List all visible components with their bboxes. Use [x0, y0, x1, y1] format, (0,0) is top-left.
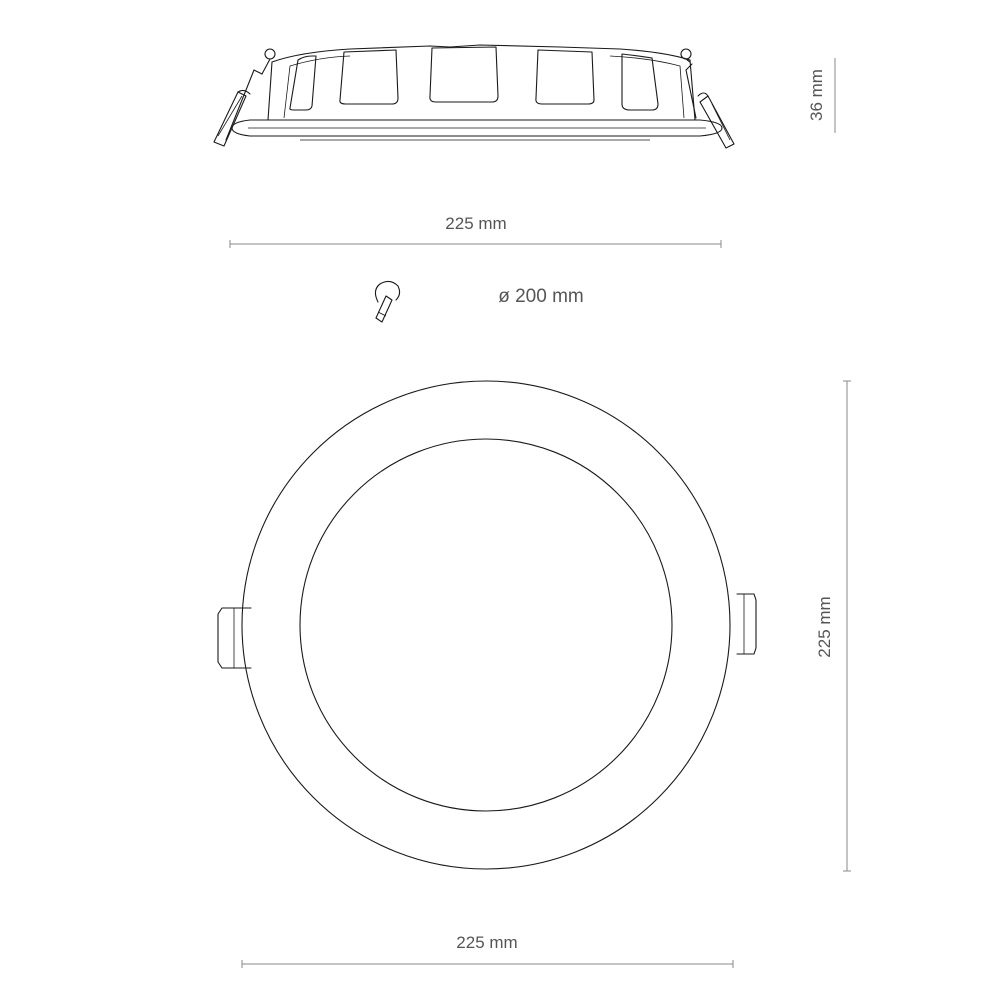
right-spring-clip: [681, 49, 734, 148]
side-width-label: 225 mm: [445, 214, 507, 233]
housing-cutout-3: [430, 47, 498, 102]
top-height-label: 225 mm: [815, 596, 834, 658]
top-width-label: 225 mm: [456, 933, 518, 952]
right-clip-tab: [737, 594, 756, 654]
housing-cutout-2: [340, 50, 398, 104]
housing-cutout-5: [622, 54, 658, 110]
housing-cutout-4: [536, 50, 594, 104]
left-clip-tab: [218, 608, 251, 668]
inner-diffuser: [300, 439, 672, 811]
cutout-diameter-label: ø 200 mm: [498, 286, 584, 307]
spring-clip-icon: [375, 281, 399, 322]
top-view: [218, 381, 851, 968]
side-view: [214, 45, 835, 248]
left-spring-clip: [214, 49, 275, 146]
outer-ring: [242, 381, 730, 869]
height-label: 36 mm: [807, 69, 826, 121]
housing-outline: [268, 45, 695, 120]
housing-cutout-1: [290, 56, 316, 110]
